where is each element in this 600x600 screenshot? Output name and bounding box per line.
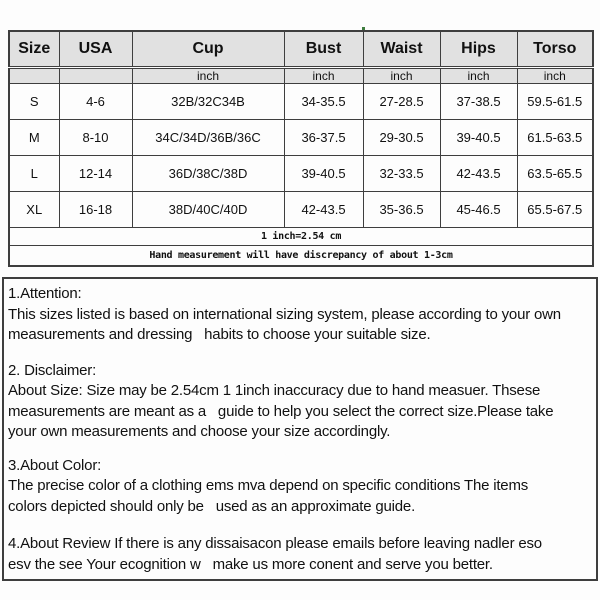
cell-size: XL bbox=[9, 191, 59, 227]
cell-usa: 16-18 bbox=[59, 191, 132, 227]
unit-cell-bust: inch bbox=[284, 67, 363, 83]
column-header-hips: Hips bbox=[440, 31, 517, 67]
note-line: The precise color of a clothing ems mva depend on specific conditions The items bbox=[8, 477, 529, 494]
cell-bust: 42-43.5 bbox=[284, 191, 363, 227]
cell-usa: 4-6 bbox=[59, 83, 132, 119]
cell-size: M bbox=[9, 119, 59, 155]
unit-cell-size bbox=[9, 67, 59, 83]
column-header-waist: Waist bbox=[363, 31, 440, 67]
cell-bust: 36-37.5 bbox=[284, 119, 363, 155]
table-row-m bbox=[9, 119, 593, 155]
column-header-usa: USA bbox=[59, 31, 132, 67]
note-line: esv the see Your ecognition w make us more conent and serve you better. bbox=[8, 555, 493, 573]
cell-bust: 39-40.5 bbox=[284, 155, 363, 191]
unit-cell-hips: inch bbox=[440, 67, 517, 83]
size-chart-table bbox=[8, 30, 594, 267]
cell-waist: 27-28.5 bbox=[363, 83, 440, 119]
unit-cell-torso: inch bbox=[517, 67, 593, 83]
note-line: 2. Disclaimer: bbox=[8, 361, 97, 379]
column-header-cup: Cup bbox=[132, 31, 284, 67]
note-line: your own measurements and choose your size accordingly. bbox=[8, 423, 391, 440]
inch-cm-conversion-row bbox=[9, 227, 593, 245]
cell-torso: 59.5-61.5 bbox=[517, 83, 593, 119]
cell-size: L bbox=[9, 155, 59, 191]
cell-waist: 35-36.5 bbox=[363, 191, 440, 227]
notes-box bbox=[2, 277, 598, 581]
column-header-bust: Bust bbox=[284, 31, 363, 67]
note-section-about-review bbox=[8, 534, 594, 575]
cell-hips: 39-40.5 bbox=[440, 119, 517, 155]
note-line: 1.Attention: bbox=[8, 285, 82, 302]
cell-torso: 63.5-65.5 bbox=[517, 155, 593, 191]
note-line: colors depicted should only be used as an approximate guide. bbox=[8, 497, 416, 515]
unit-row bbox=[9, 67, 593, 83]
note-section-disclaimer bbox=[8, 361, 594, 443]
table-row-l bbox=[9, 155, 593, 191]
cell-cup: 32B/32C34B bbox=[132, 83, 284, 119]
unit-cell-cup: inch bbox=[132, 67, 284, 83]
note-section-attention bbox=[8, 284, 594, 346]
cell-usa: 8-10 bbox=[59, 119, 132, 155]
column-header-torso: Torso bbox=[517, 31, 593, 67]
note-section-about-color bbox=[8, 456, 594, 518]
unit-cell-usa bbox=[59, 67, 132, 83]
cell-hips: 42-43.5 bbox=[440, 155, 517, 191]
hand-measurement-note-row bbox=[9, 245, 593, 266]
note-line: This sizes listed is based on international sizing system, please according to your own bbox=[8, 305, 561, 323]
cell-cup: 34C/34D/36B/36C bbox=[132, 119, 284, 155]
hand-measurement-note: Hand measurement will have discrepancy of about 1-3cm bbox=[9, 245, 593, 266]
cell-torso: 61.5-63.5 bbox=[517, 119, 593, 155]
cell-hips: 45-46.5 bbox=[440, 191, 517, 227]
column-header-size: Size bbox=[9, 31, 59, 67]
note-line: measurements and dressing habits to choose your suitable size. bbox=[8, 326, 431, 343]
cell-torso: 65.5-67.5 bbox=[517, 191, 593, 227]
unit-cell-waist: inch bbox=[363, 67, 440, 83]
note-line: 4.About Review If there is any dissaisacon please emails before leaving nadler eso bbox=[8, 535, 542, 552]
cell-bust: 34-35.5 bbox=[284, 83, 363, 119]
table-row-s bbox=[9, 83, 593, 119]
inch-cm-conversion-note: 1 inch=2.54 cm bbox=[9, 227, 593, 245]
header-row bbox=[9, 31, 593, 67]
cell-waist: 32-33.5 bbox=[363, 155, 440, 191]
note-line: measurements are meant as a guide to help you select the correct size.Please take bbox=[8, 402, 554, 420]
note-line: 3.About Color: bbox=[8, 456, 102, 474]
table-row-xl bbox=[9, 191, 593, 227]
cell-hips: 37-38.5 bbox=[440, 83, 517, 119]
cell-waist: 29-30.5 bbox=[363, 119, 440, 155]
cell-cup: 36D/38C/38D bbox=[132, 155, 284, 191]
cell-usa: 12-14 bbox=[59, 155, 132, 191]
cell-size: S bbox=[9, 83, 59, 119]
cell-cup: 38D/40C/40D bbox=[132, 191, 284, 227]
note-line: About Size: Size may be 2.54cm 1 1inch inaccuracy due to hand measuer. Thsese bbox=[8, 382, 541, 399]
